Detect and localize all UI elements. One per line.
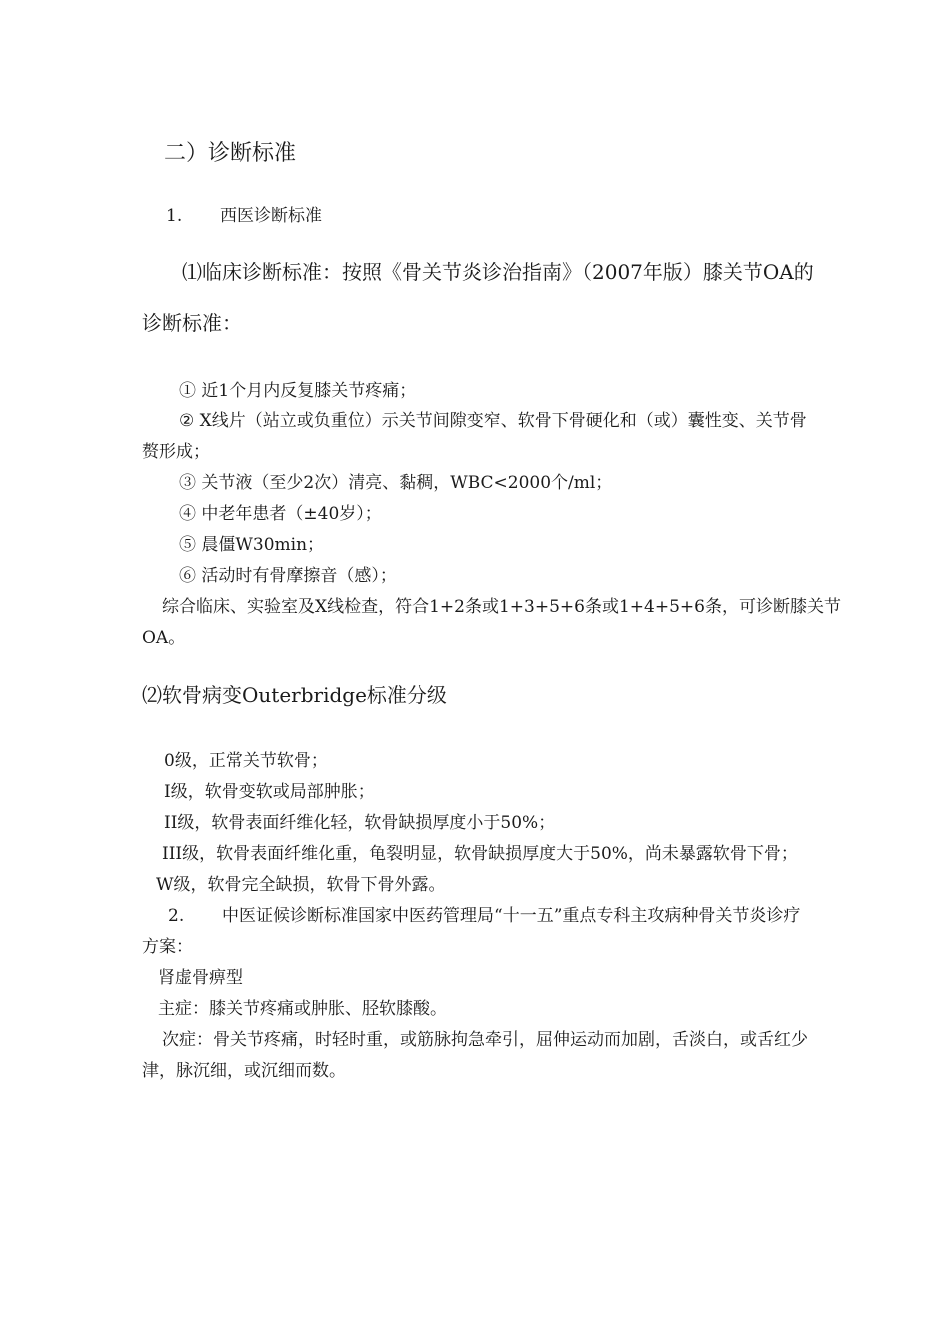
grade-1: I级，软骨变软或局部肿胀；: [164, 782, 375, 802]
summary-line-2: OA。: [142, 628, 186, 648]
criteria-item-1: ① 近1个月内反复膝关节疼痛；: [179, 381, 417, 401]
clinical-intro-line-1: ⑴临床诊断标准：按照《骨关节炎诊治指南》（2007年版）膝关节OA的: [182, 260, 814, 284]
criteria-item-6: ⑥ 活动时有骨摩擦音（感）；: [179, 566, 397, 586]
secondary-symptom-line-1: 次症：骨关节疼痛，时轻时重，或筋脉拘急牵引，屈伸运动而加剧，舌淡白，或舌红少: [162, 1030, 808, 1050]
subsection-2-number: 2.: [168, 906, 185, 926]
summary-line-1: 综合临床、实验室及X线检查，符合1+2条或1+3+5+6条或1+4+5+6条，可诊断膝关节: [162, 597, 841, 617]
subsection-1-number: 1.: [166, 206, 183, 226]
subsection-2-label: 中医证候诊断标准国家中医药管理局“十一五”重点专科主攻病种骨关节炎诊疗: [222, 906, 801, 926]
clinical-intro-line-2: 诊断标准：: [142, 311, 242, 335]
main-symptom: 主症：膝关节疼痛或肿胀、胫软膝酸。: [158, 999, 447, 1019]
grade-2: II级，软骨表面纤维化轻，软骨缺损厚度小于50%；: [164, 813, 556, 833]
subsection-2-cont: 方案：: [142, 937, 193, 957]
section-title: 二）诊断标准: [164, 141, 297, 166]
grade-4: W级，软骨完全缺损，软骨下骨外露。: [156, 875, 446, 895]
grading-title: ⑵软骨病变Outerbridge标准分级: [142, 683, 447, 707]
secondary-symptom-line-2: 津，脉沉细，或沉细而数。: [142, 1061, 346, 1081]
criteria-item-5: ⑤ 晨僵W30min；: [179, 535, 325, 555]
criteria-item-3: ③ 关节液（至少2次）清亮、黏稠，WBC<2000个/ml；: [179, 473, 613, 493]
criteria-item-4: ④ 中老年患者（±40岁）；: [179, 504, 382, 524]
subsection-1-label: 西医诊断标准: [220, 206, 322, 226]
grade-0: 0级，正常关节软骨；: [164, 751, 328, 771]
criteria-item-2-cont: 赘形成；: [142, 442, 210, 462]
subsection-2: [168, 905, 800, 927]
criteria-item-2: ② X线片（站立或负重位）示关节间隙变窄、软骨下骨硬化和（或）囊性变、关节骨: [179, 411, 807, 431]
tcm-type: 肾虚骨痹型: [158, 968, 243, 988]
subsection-1: [166, 205, 322, 227]
grade-3: III级，软骨表面纤维化重，龟裂明显，软骨缺损厚度大于50%，尚未暴露软骨下骨；: [162, 844, 798, 864]
